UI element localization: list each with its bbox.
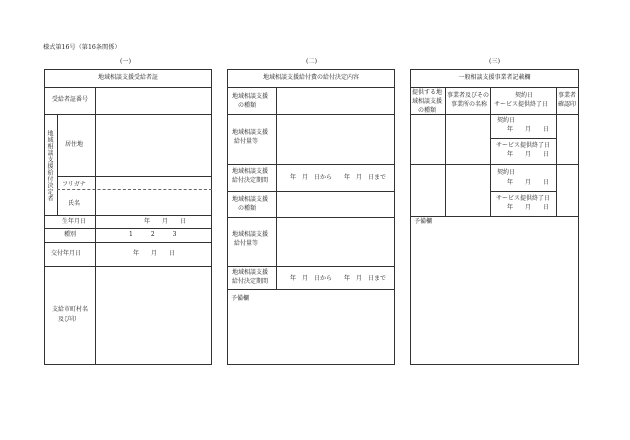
p2-type-label-1a: 地域相談支援 <box>232 93 269 100</box>
gender-label: 種別 <box>64 231 77 238</box>
p2-amount-label-1b: 給付量等 <box>234 138 259 145</box>
p2-period-value-1: 年 月 日から 年 月 日まで <box>290 174 387 181</box>
p3-col-service-type-1: 提供する地 <box>412 89 443 96</box>
p3-row1-end-value: 年 月 日 <box>507 151 550 158</box>
gender-options: 1 2 3 <box>129 231 177 238</box>
address-label: 居住地 <box>65 141 84 148</box>
p3-col-dates-2: サービス提供終了日 <box>494 101 549 108</box>
p3-row2-end-value: 年 月 日 <box>507 204 550 211</box>
p2-period-label-2a: 地域相談支援 <box>232 269 269 276</box>
p3-row2-contract-value: 年 月 日 <box>507 179 550 186</box>
vertical-label-decision-holder: 地域相談支援給付決定者 <box>46 130 53 202</box>
p2-type-label-2a: 地域相談支援 <box>232 196 269 203</box>
p3-row2-contract-label: 契約日 <box>497 169 516 176</box>
p3-col-dates-1: 契約日 <box>515 92 534 99</box>
furigana-label: フリガナ <box>62 181 86 188</box>
p2-period-value-2: 年 月 日から 年 月 日まで <box>290 275 387 282</box>
p3-col-service-type-2: 域相談支援 <box>412 98 443 105</box>
p3-reserve-label: 予備欄 <box>414 218 433 225</box>
panel1-label: (一) <box>120 58 132 65</box>
p3-row1-contract-value: 年 月 日 <box>507 126 550 133</box>
p2-amount-label-2a: 地域相談支援 <box>232 231 269 238</box>
name-label: 氏名 <box>68 200 81 207</box>
p3-col-provider-2: 事業所の名称 <box>451 101 488 108</box>
p2-period-label-1b: 給付決定期間 <box>232 177 269 184</box>
panel3-label: (三) <box>489 58 501 65</box>
p2-reserve-label: 予備欄 <box>231 295 250 302</box>
issue-date-value: 年 月 日 <box>133 250 176 257</box>
p3-col-provider-1: 事業者及びその <box>447 92 490 99</box>
issue-date-label: 交付年月日 <box>51 250 82 257</box>
p2-type-label-2b: の種類 <box>238 205 257 212</box>
dob-value: 年 月 日 <box>144 218 187 225</box>
p3-row1-contract-label: 契約日 <box>497 117 516 124</box>
form-title: 様式第16号（第16条関係） <box>43 44 121 51</box>
dob-label: 生年月日 <box>62 218 87 225</box>
p3-row2-end-label: サービス提供終了日 <box>496 195 551 202</box>
p2-amount-label-2b: 給付量等 <box>234 240 259 247</box>
p3-col-service-type-3: の種類 <box>418 107 437 114</box>
municipality-label-line1: 支給市町村名 <box>52 306 89 313</box>
p3-row1-end-label: サービス提供終了日 <box>496 142 551 149</box>
municipality-label-line2: 及び印 <box>58 316 77 323</box>
p2-type-label-1b: の種類 <box>238 102 257 109</box>
panel2-label: (二) <box>306 58 318 65</box>
panel1-title: 地域相談支援受給者証 <box>97 74 158 81</box>
p3-col-seal-1: 事業者 <box>558 92 577 99</box>
panel2-title: 地域相談支援給付費の給付決定内容 <box>262 74 359 81</box>
panel3-title: 一般相談支援事業者記載欄 <box>458 74 531 81</box>
p2-period-label-1a: 地域相談支援 <box>232 168 269 175</box>
p3-col-seal-2: 確認印 <box>558 101 577 108</box>
p2-period-label-2b: 給付決定期間 <box>232 278 269 285</box>
p2-amount-label-1a: 地域相談支援 <box>232 129 269 136</box>
recipient-number-label: 受給者証番号 <box>52 96 89 103</box>
